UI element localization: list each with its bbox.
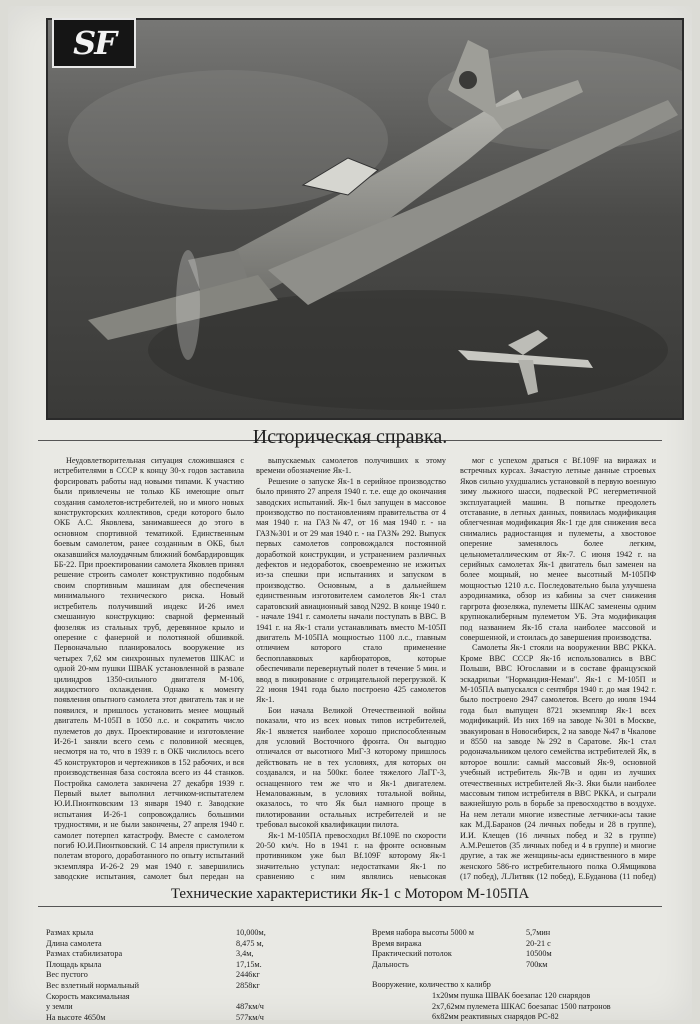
magazine-logo <box>52 18 136 68</box>
spec-value: 10500м <box>526 949 552 959</box>
spec-row <box>46 1013 336 1024</box>
spec-row <box>46 1002 336 1013</box>
text-column-1 <box>54 456 244 882</box>
spec-row <box>46 949 336 960</box>
spec-value: 20-21 с <box>526 938 551 948</box>
magazine-page <box>8 6 692 1020</box>
paragraph: Бои начала Великой Отечественной войны показали, что из всех новых типов истребителей, Як-1 является наиболее хорошо приспособленным для условий Восточного фронта. Он выгодно отличался от высотного МиГ-3 которому пришлось действовать не в тех условиях, для которых он создавался, и на 500кг. более тяжелого ЛаГГ-3, оснащенного тем же что и Як-1 двигателем. Немаловажным, в условиях тотальной войны, оказалось, то что Як был намного проще в пилотировании остальных истребителей и не требовал высокой квалификации пилота. <box>256 705 446 830</box>
spec-label: Вес пустого <box>46 970 88 980</box>
spec-value: 577км/ч <box>236 1012 264 1022</box>
specs-divider <box>38 906 662 907</box>
spec-label: Время набора высоты 5000 м <box>372 928 474 937</box>
paragraph: Самолеты Як-1 стояли на вооружении ВВС РККА. Кроме ВВС СССР Як-1б использовались в ВВС Польши, ВВС Югославии и в составе французской эскадрильи "Нормандия-Неман". Як-1 с М-105П и М-105ПА выпускался с сентября 1940 г. до мая 1942 г. было построено 2947 самолетов. Всего до июля 1944 года был выпущен 8721 экземпляр Як-1 всех модификаций. Из них 169 на заводе №301 в Москве, эвакуирован в Новосибирск, 2 на заводе №47 в Чкалове и 8550 на заводе №292 в Саратове. Як-1 стал родоначальником целого семейства истребителей Як, в которое вошли: самый массовый Як-9, основной учебный истребитель Як-7В и один из лучших отечественных истребителей Як-3. Яки были наиболее массовым типом истребителя в ВВС РККА, и сыграли важнейшую роль в борьбе за превосходство в воздухе. На нем летали многие известные летчики-асы такие как М.Д.Баранов (24 личных победы и 28 в группе), И.И. Клещев (16 личных побед и 32 в группе) А.М.Решетов (35 личных побед и 4 в группе) и многие другие, а так же женщины-асы единственного в мире женского 586-го истребительного полка О.Ямщикова (17 побед), Л.Литвяк (12 побед), Е.Буданова (11 побед) <box>460 643 656 882</box>
spec-label: Время виража <box>372 938 422 948</box>
spec-value: 8,475 м, <box>236 938 264 948</box>
spec-row <box>46 992 336 1003</box>
spec-label: Длина самолета <box>46 938 102 948</box>
specs-right-table <box>372 928 626 1023</box>
logo-text: SF <box>73 24 115 62</box>
spec-row <box>372 960 626 971</box>
paragraph: Решение о запуске Як-1 в серийное производство было принято 27 апреля 1940 г. т.е. еще до окончания заводских испытаний. Як-1 был запущен в массовое производство по постановлениям правительства от 4 мая 1940 г. на ГАЗ№47, от 16 мая 1940 г. - на ГАЗ№301 и от 29 мая 1940 г. - на ГАЗ№ 292. Выпуск первых самолетов сопровождался постоянной доработкой конструкции, и устранением различных дефектов и недоработок, своевременно не изжитых из-за спешки при испытаниях и запуском в производство. Основным, а в дальнейшем единственным изготовителем самолетов Як-1 стал саратовский авиационный завод N292. В конце 1940 г. - начале 1941 г. самолеты начали поступать в ВВС. В 1941 г. на Як-1 стали устанавливать вместо М-105П двигатель М-105ПА мощностью 1100 л.с., главным отличием которого стало применение беспоплавковых карбюраторов, которые обеспечивали перевернутый полет в течение 5 мин. и ввод в пикирование с отрицательной перегрузкой. К 22 июня 1941 года было построено 425 самолетов Як-1. <box>256 476 446 705</box>
spec-label: Размах стабилизатора <box>46 949 123 959</box>
spec-value: 5,7мин <box>526 928 551 937</box>
spec-row <box>372 939 626 950</box>
spec-row <box>46 928 336 939</box>
text-column-2 <box>256 456 446 882</box>
spec-label: у земли <box>46 1002 73 1012</box>
spec-label: Площадь крыла <box>46 959 102 969</box>
spec-value: 17,15м. <box>236 959 262 969</box>
spec-label: Дальность <box>372 959 409 969</box>
spec-value: 2446кг <box>236 970 260 980</box>
spec-value: 700км <box>526 959 548 969</box>
spec-row <box>46 960 336 971</box>
spec-label: Размах крыла <box>46 928 94 937</box>
spec-row <box>46 970 336 981</box>
spec-row <box>46 939 336 950</box>
specs-title: Технические характеристики Як-1 с Мотором М-105ПА <box>170 886 530 902</box>
spec-value: 10,000м, <box>236 928 266 937</box>
section-title: Историческая справка. <box>252 426 448 448</box>
spec-label: Практический потолок <box>372 949 452 959</box>
paragraph: мог с успехом драться с Bf.109F на виражах и встречных курсах. Зачастую летные данные строевых Яков сильно ухудшались установкой в первую военную зиму лыжного шасси, подвеской РС негерметичной эксплуатацией машин. В попытке преодолеть отставание, в летных данных, появилась модификация облегченная модификация Як-1 где для снижения веса снимались радиостанция и пулеметы, а хвостовое оперение заменялось более легким, цельнометаллическим от Як-7. С июня 1942 г. на серийных самолетах Як-1 двигатель был заменен на более мощный, но менее высотный М-105ПФ мощностью 1210 л.с. Последовательно была улучшена аэродинамика, обзор из кабины за счет снижения гаргрота фюзеляжа, пулеметы ШКАС заменены одним крупнокалиберным пулеметом УБ. Эта модификация под названием Як-1б стала наиболее массовой и совершенной, и стоилась до завершения производства. <box>460 456 656 642</box>
spec-label: На высоте 4650м <box>46 1012 106 1022</box>
spec-row <box>46 981 336 992</box>
spec-label: Скорость максимальная <box>46 991 130 1001</box>
spec-value <box>236 992 336 1003</box>
paragraph: Неудовлетворительная ситуация сложившаяся с истребителями в СССР к концу 30-х годов заставила форсировать работы над новыми типами. К участию были привлечены не только КБ имеющие опыт создания самолетов-истребителей, но и много новых конструкторских коллективов, среди которого было ОКБ А.С. Яковлева, занимавшееся до этого в основном спортивной тематикой. Единственным боевым самолетом, ранее созданным в ОКБ, был оказавшийся малоудачным ближний бомбардировщик ББ-22. При проектировании самолета Яковлев принял решение строить самолет конструктивно подобным своим спортивным машинам для обеспечения минимального технического риска. Новый истребитель получивший индекс И-26 имел смешанную конструкцию: сварной ферменный фюзеляж из стальных труб, деревянное крыло и оперение с фанерной и полотняной обшивкой. Первоначально планировалось вооружение из четырех 7,62 мм синхронных пулеметов ШКАС и одной 20-мм пушки ШВАК установленной в развале цилиндров 1350-сильного двигателя М-106, жидкостного охлаждения. Однако к моменту появления опытного самолета этот двигатель так и не появился, и пришлось установить менее мощный двигатель М-105П в 1050 л.с. и сократить число пулеметов до двух. Проектирование и изготовление И-26-1 заняли всего семь с половиной месяцев, несмотря на то, что в 1939 г. в ОКБ числилось всего 45 конструкторов и чертежников в 152 рабочих, и вся производственная база состояла всего из 44 станков. Постройка самолета закончена 27 декабря 1939 г. Первый вылет выполнил летчиком-испытателем Ю.И.Пионтковским 13 января 1940 г. Заводские испытания И-26-1 сопровождались большими трудностями, и не были закончены, 27 апреля 1940 г. самолет потерпел катастрофу. Вместе с самолетом погиб Ю.И.Пионтковский. С 14 апреля приступили к полетам второго, доработанного по опыту испытаний экземпляра И-26-2 29 мая 1940 г. завершились заводские испытания, самолет был передан на <box>54 456 244 882</box>
spec-row <box>372 949 626 960</box>
fighter-aircraft-illustration <box>48 20 682 418</box>
armament-item: 6х82мм реактивных снарядов РС-82 <box>432 1012 559 1022</box>
specs-left-table <box>46 928 336 1023</box>
paragraph: выпускаемых самолетов получивших к этому времени обозначение Як-1. <box>256 456 446 476</box>
spec-value: 2858кг <box>236 980 260 990</box>
spec-value: 3,4м, <box>236 949 254 959</box>
aircraft-photo <box>46 18 684 420</box>
text-column-3 <box>460 456 656 882</box>
spec-label: Вес взлетный нормальный <box>46 980 140 990</box>
armament-title: Вооружение, количество х калибр <box>372 980 491 990</box>
armament-item: 1х20мм пушка ШВАК боезапас 120 снарядов <box>432 990 591 1000</box>
armament-item: 2х7,62мм пулемета ШКАС боезапас 1500 патронов <box>432 1001 611 1011</box>
spec-row <box>372 928 626 939</box>
spec-value: 487км/ч <box>236 1002 264 1012</box>
paragraph: Як-1 М-105ПА превосходил Bf.109E по скорости 20-50 км/ч. Но в 1941 г. на фронте основным противником уже был Bf.109F которому Як-1 значительно уступал: недостатками Як-1 по сравнению с ним являлись невысокая <box>256 830 446 882</box>
